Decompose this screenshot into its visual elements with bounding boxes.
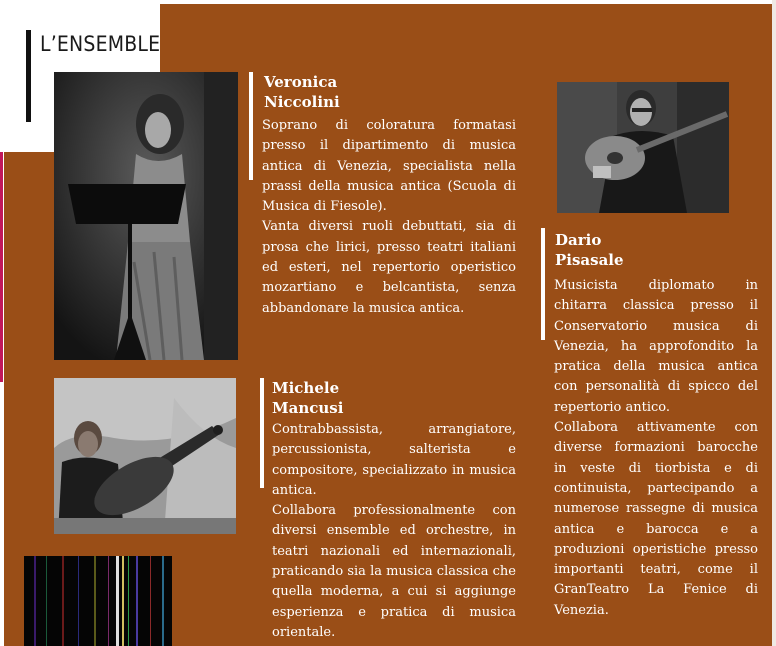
last-name: Pisasale [555,251,624,269]
first-name: Michele [272,379,340,397]
member-name-veronica [264,72,340,112]
veronica-accent-bar [249,72,253,180]
last-name: Niccolini [264,93,340,111]
section-title: L’ENSEMBLE [40,32,161,56]
member-bio-veronica [262,116,516,319]
right-border [772,0,776,646]
bio-paragraph: Contrabbassista, arrangiatore, percussionista, salterista e compositore, specializzato in musica antica. [272,422,516,498]
photo-dario [557,82,729,213]
first-name: Veronica [264,73,338,91]
decorative-stripe-image [24,556,172,646]
member-bio-michele [272,420,516,643]
bio-paragraph: Soprano di coloratura formatasi presso il dipartimento di musica antica di Venezia, specialista nella prassi della musica antica (Scuola di Musica di Fiesole). [262,118,516,215]
dario-accent-bar [541,228,545,340]
member-name-dario [555,230,624,270]
michele-accent-bar [260,378,264,488]
first-name: Dario [555,231,602,249]
bio-paragraph: Collabora professionalmente con diversi ensemble ed orchestre, in teatri nazionali ed internazionali, praticando sia la musica classica che quella moderna, a cui si aggiunge esperienza e pratica di musica orientale. [272,503,516,640]
bio-paragraph: Musicista diplomato in chitarra classica presso il Conservatorio musica di Venezia, ha approfondito la pratica della musica antica con personalità di spicco del repertorio antico. [554,278,758,415]
member-name-michele [272,378,343,418]
bio-paragraph: Vanta diversi ruoli debuttati, sia di prosa che lirici, presso teatri italiani ed esteri, nel repertorio operistico mozartiano e belcantista, senza abbandonare la musica antica. [262,219,516,316]
photo-veronica [54,72,238,360]
header-accent-bar [26,30,31,122]
last-name: Mancusi [272,399,344,417]
bio-paragraph: Collabora attivamente con diverse formazioni barocche in veste di tiorbista e di continuista, partecipando a numerose rassegne di musica antica e barocca e a produzioni operistiche presso importanti teatri, come il GranTeatro La Fenice di Venezia. [554,420,758,618]
member-bio-dario [554,276,758,621]
photo-michele [54,378,236,534]
accent-line [0,150,3,382]
